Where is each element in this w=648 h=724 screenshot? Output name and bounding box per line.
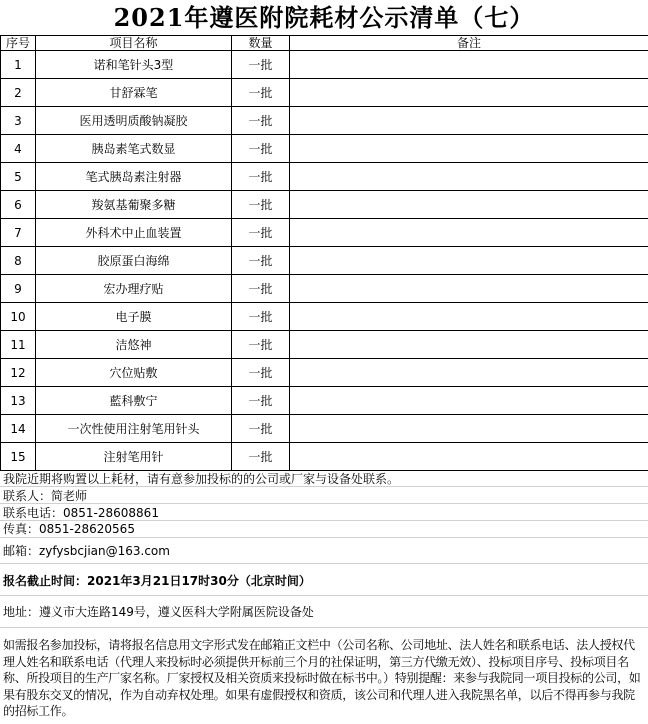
item-name: 电子膜 [36,303,232,331]
quantity: 一批 [232,51,290,79]
quantity: 一批 [232,191,290,219]
row-number: 1 [1,51,36,79]
remark [290,331,648,359]
consumables-table [0,35,648,471]
row-divider [0,563,648,564]
quantity: 一批 [232,247,290,275]
row-divider [0,486,648,487]
contact-phone: 联系电话：0851-28608861 [3,506,159,520]
table-row [1,191,648,219]
table-row [1,219,648,247]
row-number: 5 [1,163,36,191]
header-quantity: 数量 [232,36,290,51]
item-name: 笔式胰岛素注射器 [36,163,232,191]
item-name: 宏办理疗贴 [36,275,232,303]
quantity: 一批 [232,275,290,303]
item-name: 羧氨基葡聚多糖 [36,191,232,219]
row-number: 10 [1,303,36,331]
row-number: 2 [1,79,36,107]
remark [290,163,648,191]
quantity: 一批 [232,163,290,191]
table-header-row [1,36,648,51]
row-number: 4 [1,135,36,163]
table-row [1,275,648,303]
quantity: 一批 [232,79,290,107]
row-number: 14 [1,415,36,443]
row-divider [0,627,648,628]
row-number: 3 [1,107,36,135]
item-name: 甘舒霖笔 [36,79,232,107]
item-name: 外科术中止血装置 [36,219,232,247]
row-number: 15 [1,443,36,471]
quantity: 一批 [232,359,290,387]
row-number: 9 [1,275,36,303]
header-item-name: 项目名称 [36,36,232,51]
row-number: 13 [1,387,36,415]
row-number: 11 [1,331,36,359]
remark [290,107,648,135]
contact-person: 联系人：简老师 [3,489,88,503]
remark [290,443,648,471]
item-name: 胶原蛋白海绵 [36,247,232,275]
table-row [1,135,648,163]
table-row [1,331,648,359]
quantity: 一批 [232,331,290,359]
remark [290,191,648,219]
table-row [1,51,648,79]
table-row [1,443,648,471]
remark [290,219,648,247]
remark [290,303,648,331]
table-row [1,107,648,135]
quantity: 一批 [232,303,290,331]
quantity: 一批 [232,443,290,471]
item-name: 一次性使用注射笔用针头 [36,415,232,443]
quantity: 一批 [232,107,290,135]
table-row [1,303,648,331]
row-divider [0,595,648,596]
remark [290,275,648,303]
row-number: 12 [1,359,36,387]
row-divider [0,537,648,538]
table-row [1,415,648,443]
quantity: 一批 [232,415,290,443]
row-number: 6 [1,191,36,219]
row-number: 8 [1,247,36,275]
item-name: 医用透明质酸钠凝胶 [36,107,232,135]
intro-text: 我院近期将购置以上耗材，请有意参加投标的的公司或厂家与设备处联系。 [3,472,400,486]
remark [290,51,648,79]
bidding-notice: 如需报名参加投标，请将报名信息用文字形式发在邮箱正文栏中（公司名称、公司地址、法人姓名和联系电话、法人授权代理人姓名和联系电话（代理人来投标时必须提供开标前三个月的社保证明，第三方代缴无效）、投标项目序号、投标项目名称、所投项目的生产厂家名称。厂家授权及相关资质来投标时做在标书中。）特别提醒：来参与我院同一项目投标的公司，如果有股东交叉的情况，作为自动弃权处理。如果有虚假授权和资质，该公司和代理人进入我院黑名单，以后不得再参与我院的招标工作。 [3,638,641,718]
table-row [1,163,648,191]
remark [290,247,648,275]
item-name: 胰岛素笔式数显 [36,135,232,163]
quantity: 一批 [232,135,290,163]
quantity: 一批 [232,387,290,415]
table-row [1,79,648,107]
address: 地址：遵义市大连路149号，遵义医科大学附属医院设备处 [3,605,314,619]
table-row [1,387,648,415]
fax: 传真：0851-28620565 [3,522,135,536]
remark [290,359,648,387]
remark [290,415,648,443]
item-name: 藍科敷宁 [36,387,232,415]
header-remark: 备注 [290,36,648,51]
remark [290,387,648,415]
remark [290,135,648,163]
email: 邮箱：zyfysbcjian@163.com [3,544,170,558]
table-row [1,247,648,275]
table-row [1,359,648,387]
page-title: 2021年遵医附院耗材公示清单（七） [113,3,535,32]
item-name: 注射笔用针 [36,443,232,471]
item-name: 洁悠神 [36,331,232,359]
header-no: 序号 [1,36,36,51]
remark [290,79,648,107]
row-number: 7 [1,219,36,247]
quantity: 一批 [232,219,290,247]
deadline: 报名截止时间：2021年3月21日17时30分（北京时间） [3,574,311,588]
item-name: 诺和笔针头3型 [36,51,232,79]
item-name: 穴位贴敷 [36,359,232,387]
